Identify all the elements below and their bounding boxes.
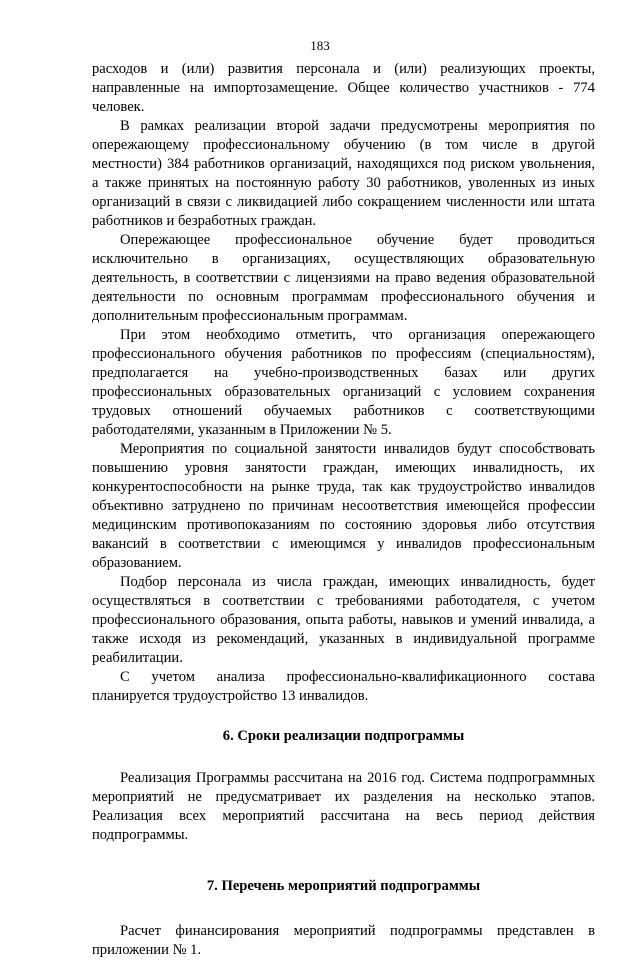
paragraph: С учетом анализа профессионально-квалификационного состава планируется трудоустройство 13 инвалидов. <box>92 669 595 704</box>
paragraph: В рамках реализации второй задачи предусмотрены мероприятия по опережающему профессиональному обучению (в том числе в другой местности) 384 работников организаций, находящихся под риском увольнения, а также принятых на постоянную работу 30 работников, уволенных из иных организаций в связи с ликвидацией либо сокращением численности или штата работников и безработных граждан. <box>92 118 595 229</box>
document-body <box>92 60 595 960</box>
paragraph: Опережающее профессиональное обучение будет проводиться исключительно в организациях, осуществляющих образовательную деятельность, в соответствии с лицензиями на право ведения образовательной деятельности по основным программам профессионального обучения и дополнительным профессиональным программам. <box>92 232 595 324</box>
section-heading-7: 7. Перечень мероприятий подпрограммы <box>206 878 481 894</box>
paragraph: Подбор персонала из числа граждан, имеющих инвалидность, будет осуществляться в соответствии с требованиями работодателя, с учетом профессионального образования, опыта работы, навыков и умений инвалида, а также исходя из рекомендаций, указанных в индивидуальной программе реабилитации. <box>92 574 595 666</box>
paragraph: Реализация Программы рассчитана на 2016 год. Система подпрограммных мероприятий не предусматривает их разделения на несколько этапов. Реализация всех мероприятий рассчитана на весь период действия подпрограммы. <box>92 770 595 843</box>
paragraph: Мероприятия по социальной занятости инвалидов будут способствовать повышению уровня занятости граждан, имеющих инвалидность, их конкурентоспособности на рынке труда, так как трудоустройство инвалидов объективно затруднено по причинам несоответствия имеющейся профессии медицинским противопоказаниям по состоянию здоровья либо отсутствия вакансий в соответствии с имеющимся у инвалидов профессиональным образованием. <box>92 441 595 571</box>
paragraph: расходов и (или) развития персонала и (или) реализующих проекты, направленные на импортозамещение. Общее количество участников - 774 человек. <box>92 61 595 115</box>
page-number: 183 <box>310 38 330 53</box>
section-heading-6: 6. Сроки реализации подпрограммы <box>222 728 465 744</box>
paragraph: При этом необходимо отметить, что организация опережающего профессионального обучения работников по профессиям (специальностям), предполагается на учебно-производственных базах или других профессиональных образовательных организаций с условием сохранения трудовых отношений обучаемых работников с соответствующими работодателями, указанным в Приложении № 5. <box>92 327 595 438</box>
paragraph: Расчет финансирования мероприятий подпрограммы представлен в приложении № 1. <box>92 923 595 958</box>
